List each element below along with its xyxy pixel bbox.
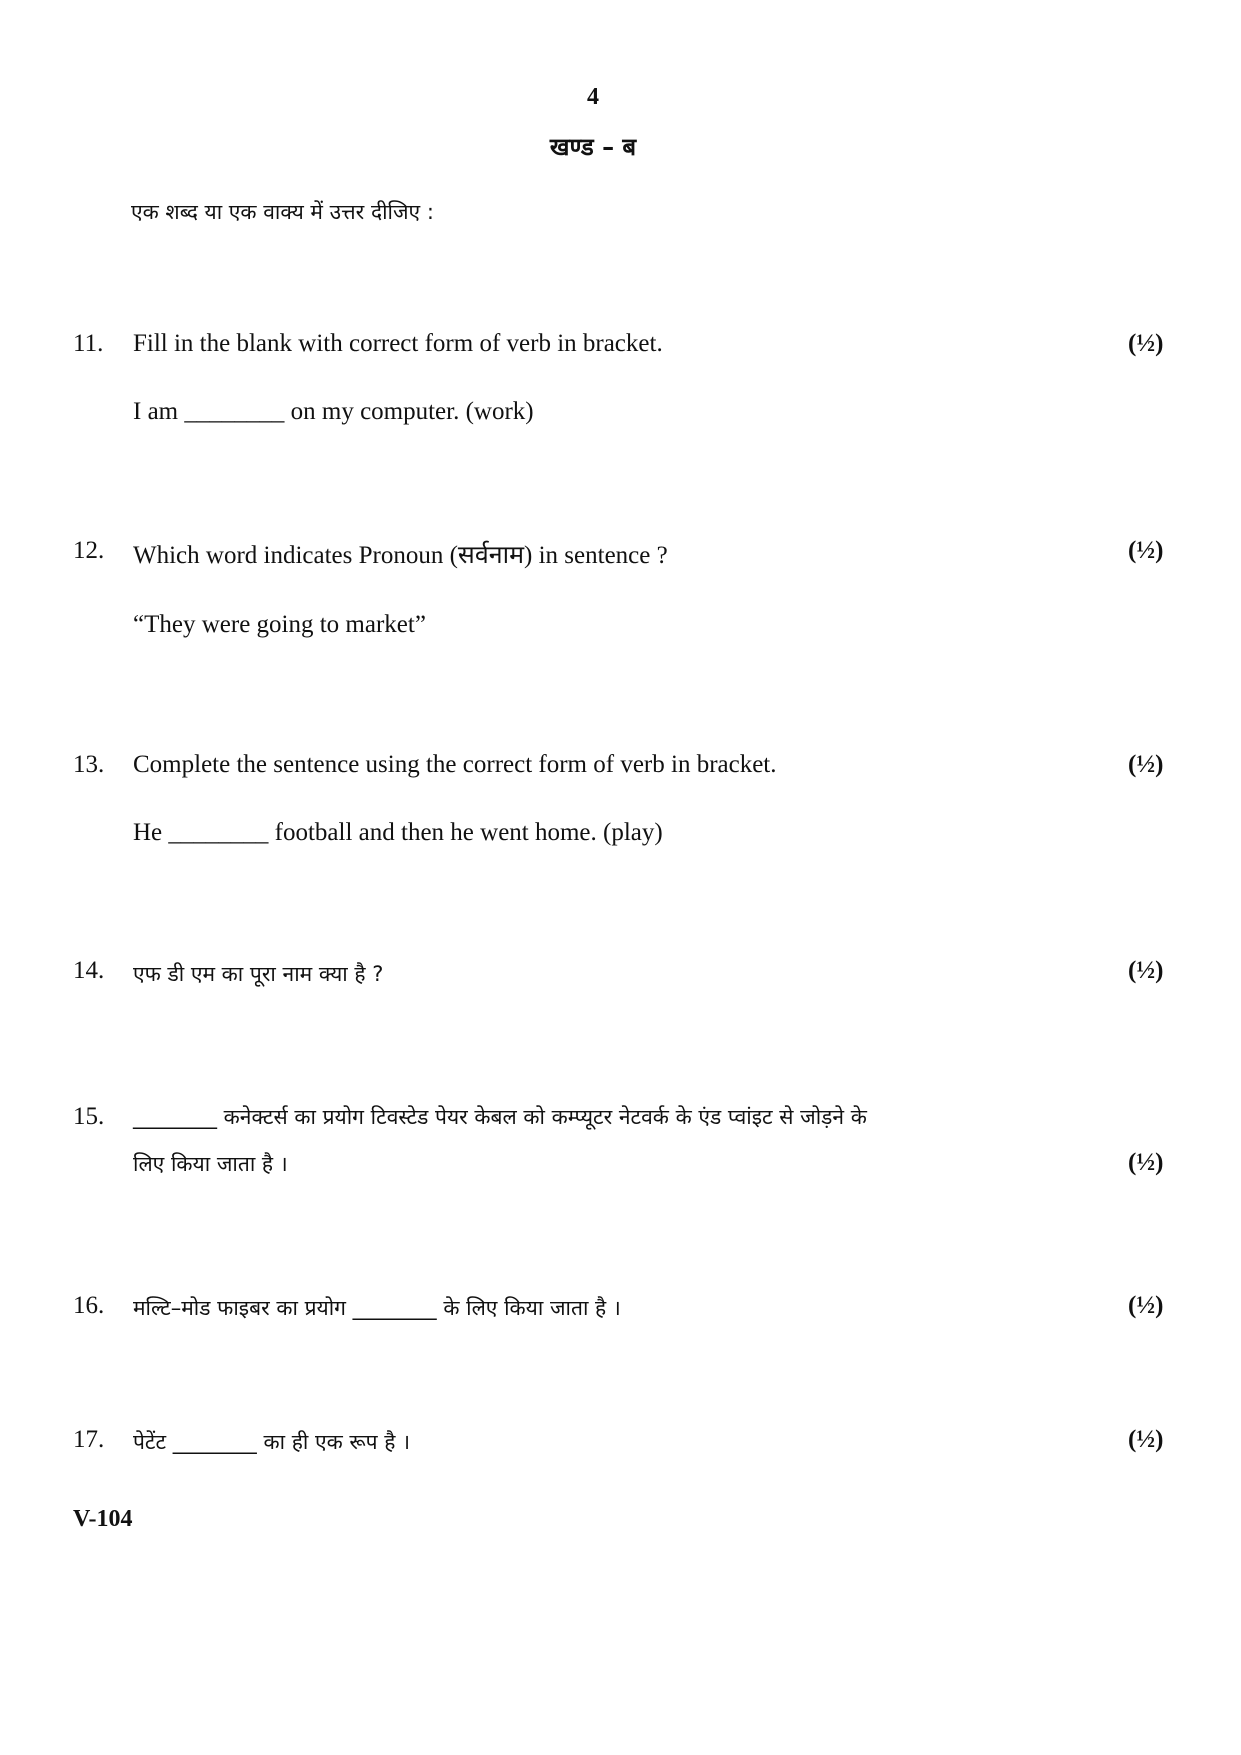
- section-instruction: एक शब्द या एक वाक्य में उत्तर दीजिए :: [131, 200, 434, 224]
- question-number: 12.: [73, 537, 105, 564]
- question-text: ________ कनेक्टर्स का प्रयोग टिवस्टेड पेयर केबल को कम्प्यूटर नेटवर्क के एंड प्वांइट से जोड़ने के: [133, 1105, 867, 1129]
- question-text: Complete the sentence using the correct form of verb in bracket.: [133, 751, 777, 778]
- question-number: 15.: [73, 1103, 105, 1130]
- question-marks: (½): [1128, 751, 1164, 778]
- question-number: 17.: [73, 1426, 105, 1453]
- question-subtext: “They were going to market”: [133, 611, 426, 638]
- question-marks: (½): [1128, 1292, 1164, 1319]
- question-number: 16.: [73, 1292, 105, 1319]
- question-subtext: लिए किया जाता है ।: [133, 1152, 288, 1176]
- question-subtext: He ________ football and then he went home. (play): [133, 819, 663, 846]
- question-number: 13.: [73, 751, 105, 778]
- question-text: पेटेंट ________ का ही एक रूप है ।: [133, 1430, 411, 1454]
- question-marks: (½): [1128, 1149, 1164, 1176]
- question-marks: (½): [1128, 537, 1164, 564]
- question-text: एफ डी एम का पूरा नाम क्या है ?: [133, 962, 384, 986]
- question-subtext: I am ________ on my computer. (work): [133, 398, 534, 425]
- question-text: Which word indicates Pronoun (सर्वनाम) in sentence ?: [133, 542, 668, 569]
- question-number: 11.: [73, 330, 104, 357]
- question-marks: (½): [1128, 957, 1164, 984]
- paper-code: V-104: [73, 1506, 133, 1532]
- question-text: मल्टि–मोड फाइबर का प्रयोग ________ के लिए किया जाता है ।: [133, 1296, 621, 1320]
- question-text: Fill in the blank with correct form of verb in bracket.: [133, 330, 663, 357]
- section-title: खण्ड – ब: [549, 133, 637, 161]
- question-marks: (½): [1128, 1426, 1164, 1453]
- question-marks: (½): [1128, 330, 1164, 357]
- question-number: 14.: [73, 957, 105, 984]
- page-number: 4: [587, 84, 599, 110]
